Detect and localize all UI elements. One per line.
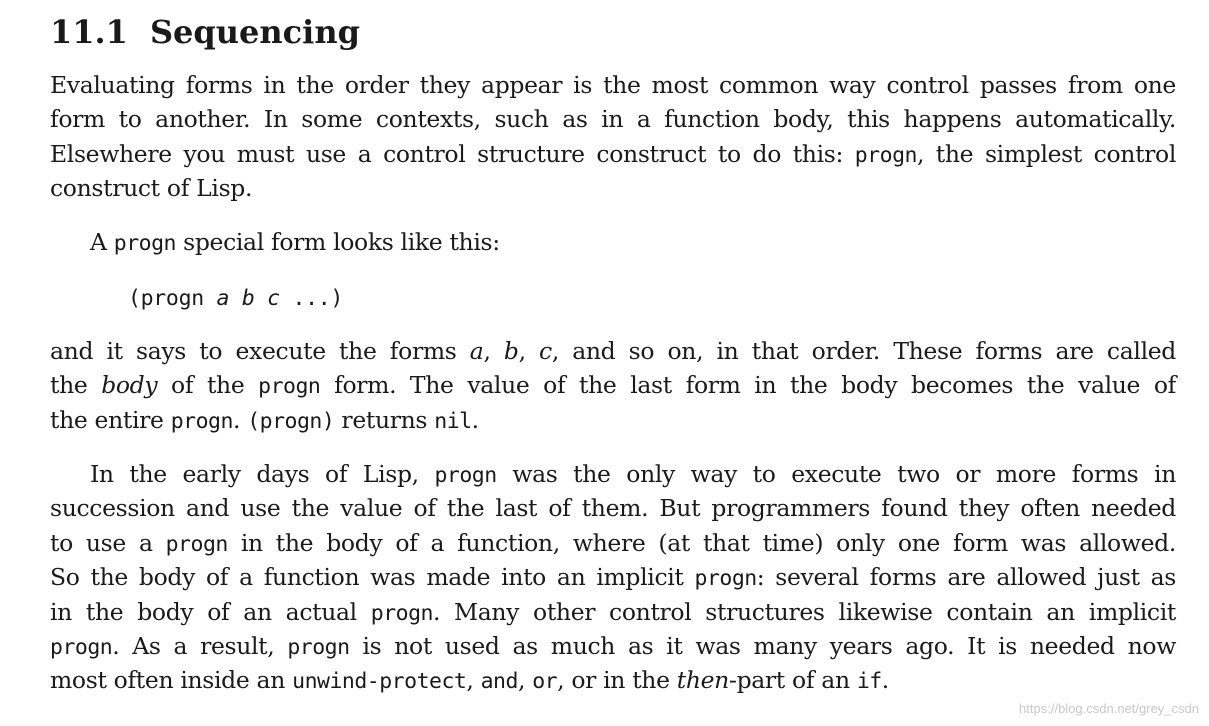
text-span: most often inside an bbox=[50, 666, 293, 695]
text-span: form to another. In some contexts, such as in a function body, this happens automatically. bbox=[50, 105, 1176, 134]
section-number: 11.1 bbox=[50, 13, 128, 51]
inline-code: progn bbox=[165, 531, 228, 557]
inline-code: and bbox=[480, 669, 518, 695]
section-heading bbox=[50, 8, 360, 56]
paragraph-2 bbox=[50, 225, 1176, 259]
text-span: form. The value of the last form in the body becomes the value of bbox=[320, 371, 1176, 400]
paragraph-1 bbox=[50, 68, 1176, 206]
text-span: (progn bbox=[128, 286, 217, 311]
text-span: the bbox=[50, 371, 102, 400]
text-span: Evaluating forms in the order they appear is the most common way control passes from one bbox=[50, 71, 1176, 99]
text-span: , bbox=[517, 666, 533, 695]
inline-code: progn bbox=[434, 463, 497, 488]
emphasis: then bbox=[676, 666, 729, 695]
paragraph-4 bbox=[50, 457, 1176, 698]
text-span: a bbox=[469, 337, 484, 365]
text-span: of the bbox=[157, 371, 259, 400]
inline-code: nil bbox=[434, 408, 472, 434]
text-span: b bbox=[241, 286, 255, 311]
text-span: c bbox=[267, 286, 280, 311]
paragraph-line bbox=[50, 663, 1176, 697]
inline-code: progn bbox=[258, 374, 321, 400]
paragraph-line bbox=[50, 68, 1176, 102]
text-span: , the simplest control bbox=[916, 139, 1177, 168]
paragraph-line bbox=[50, 225, 1176, 259]
text-span: special form looks like this: bbox=[175, 228, 500, 256]
code-example bbox=[128, 282, 343, 316]
watermark-url: https://blog.csdn.net/grey_csdn bbox=[1019, 701, 1199, 716]
inline-code: progn bbox=[854, 142, 917, 168]
text-span: ...) bbox=[279, 286, 344, 311]
text-span: In the early days of Lisp, bbox=[90, 460, 435, 488]
inline-code: if bbox=[856, 669, 882, 695]
paragraph-3 bbox=[50, 334, 1176, 437]
text-span: succession and use the value of the last of them. But programmers found they often needed bbox=[50, 494, 1176, 523]
text-span: . As a result, bbox=[112, 631, 288, 660]
inline-code: progn bbox=[113, 231, 176, 256]
section-title: Sequencing bbox=[149, 13, 360, 51]
paragraph-line bbox=[50, 137, 1176, 171]
paragraph-line bbox=[50, 491, 1176, 525]
text-span: in the body of an actual bbox=[50, 597, 371, 626]
text-span: and it says to execute the forms bbox=[50, 337, 470, 365]
text-span: in the body of a function, where (at that time) only one form was allowed. bbox=[227, 528, 1176, 557]
text-span: c bbox=[539, 337, 552, 365]
text-span: , and so on, in that order. These forms are called bbox=[551, 337, 1176, 365]
text-span: A bbox=[90, 228, 114, 256]
text-span: . bbox=[232, 405, 248, 434]
paragraph-line bbox=[50, 102, 1176, 136]
inline-code: (progn) bbox=[247, 408, 335, 434]
text-span: , bbox=[466, 666, 481, 695]
text-span: to use a bbox=[50, 528, 166, 557]
text-span: a bbox=[216, 286, 230, 311]
text-span: So the body of a function was made into an implicit bbox=[50, 563, 695, 592]
inline-code: progn bbox=[170, 408, 233, 434]
paragraph-line bbox=[50, 595, 1176, 629]
paragraph-line bbox=[50, 171, 1176, 205]
inline-code: progn bbox=[370, 600, 433, 626]
text-span: , bbox=[518, 337, 539, 365]
paragraph-line bbox=[50, 403, 1176, 437]
paragraph-line bbox=[50, 560, 1176, 594]
text-span: . bbox=[881, 666, 889, 695]
inline-code: progn bbox=[287, 634, 350, 660]
paragraph-line bbox=[50, 457, 1176, 491]
paragraph-line bbox=[50, 629, 1176, 663]
paragraph-line bbox=[50, 526, 1176, 560]
text-span: . Many other control structures likewise contain an implicit bbox=[432, 597, 1176, 626]
emphasis: body bbox=[101, 371, 158, 400]
text-span: Elsewhere you must use a control structure construct to do this: bbox=[50, 139, 855, 168]
inline-code: unwind-protect bbox=[292, 669, 467, 695]
inline-code: progn bbox=[694, 566, 757, 592]
text-span: construct of Lisp. bbox=[50, 174, 253, 203]
paragraph-line bbox=[50, 334, 1176, 368]
inline-code: or bbox=[532, 669, 558, 695]
text-span: is not used as much as it was many years ago. It is needed now bbox=[349, 631, 1176, 660]
text-span: returns bbox=[334, 405, 435, 434]
text-span: -part of an bbox=[728, 666, 857, 695]
text-span: was the only way to execute two or more forms in bbox=[496, 460, 1176, 488]
text-span: . bbox=[471, 405, 479, 434]
text-span: , bbox=[483, 337, 504, 365]
text-span: the entire bbox=[50, 405, 171, 434]
paragraph-line bbox=[50, 368, 1176, 402]
text-span: b bbox=[503, 337, 519, 365]
inline-code: progn bbox=[50, 634, 113, 660]
text-span: , or in the bbox=[557, 666, 677, 695]
text-span: : several forms are allowed just as bbox=[756, 563, 1176, 592]
